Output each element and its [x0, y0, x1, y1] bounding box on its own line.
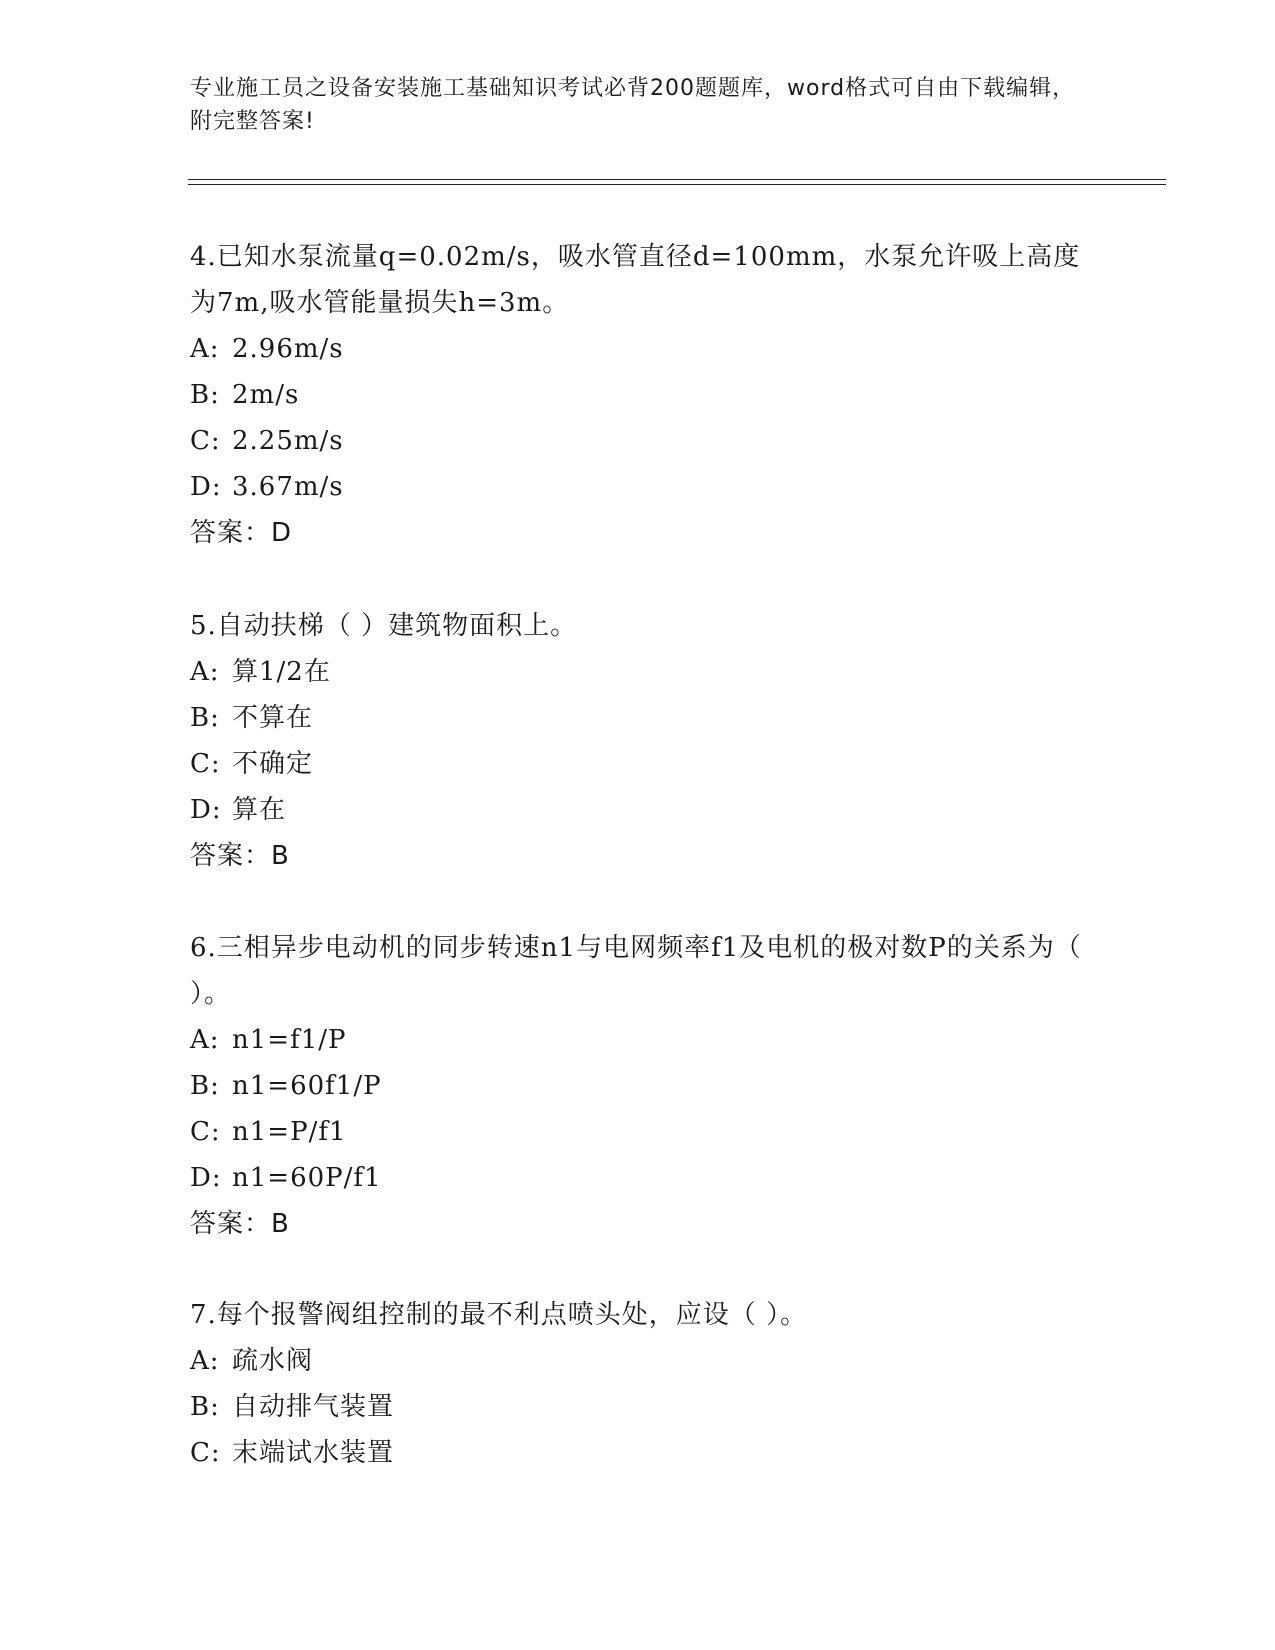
header-divider-bottom — [188, 184, 1166, 185]
question-stem: 4.已知水泵流量q=0.02m/s，吸水管直径d=100mm，水泵允许吸上高度为7m,吸水管能量损失h=3m。 — [190, 242, 1081, 318]
option-d: D: 算在 — [190, 795, 287, 825]
question-stem: 5.自动扶梯（ ）建筑物面积上。 — [190, 611, 578, 641]
option-b: B: 2m/s — [190, 380, 300, 410]
option-d: D: n1=60P/f1 — [190, 1163, 382, 1193]
option-c: C: 2.25m/s — [190, 426, 344, 456]
answer-line: 答案：B — [190, 841, 290, 871]
question-stem: 7.每个报警阀组控制的最不利点喷头处，应设（ ）。 — [190, 1300, 808, 1330]
document-header: 专业施工员之设备安装施工基础知识考试必背200题题库，word格式可自由下载编辑，附完整答案! — [190, 76, 1076, 134]
question-stem: 6.三相异步电动机的同步转速n1与电网频率f1及电机的极对数P的关系为（ ）。 — [190, 933, 1082, 1009]
option-a: A: n1=f1/P — [190, 1025, 347, 1055]
question-7 — [190, 1292, 1090, 1476]
option-a: A: 疏水阀 — [190, 1346, 314, 1376]
option-b: B: n1=60f1/P — [190, 1071, 382, 1101]
answer-line: 答案：B — [190, 1209, 290, 1239]
option-c: C: 末端试水装置 — [190, 1438, 395, 1468]
option-a: A: 2.96m/s — [190, 334, 344, 364]
header-divider-top — [188, 179, 1166, 180]
question-6 — [190, 925, 1090, 1247]
question-4 — [190, 234, 1090, 556]
option-c: C: 不确定 — [190, 749, 314, 779]
option-c: C: n1=P/f1 — [190, 1117, 347, 1147]
answer-line: 答案：D — [190, 518, 293, 548]
question-5 — [190, 603, 1090, 879]
option-d: D: 3.67m/s — [190, 472, 344, 502]
option-b: B: 不算在 — [190, 703, 314, 733]
option-a: A: 算1/2在 — [190, 657, 331, 687]
option-b: B: 自动排气装置 — [190, 1392, 395, 1422]
